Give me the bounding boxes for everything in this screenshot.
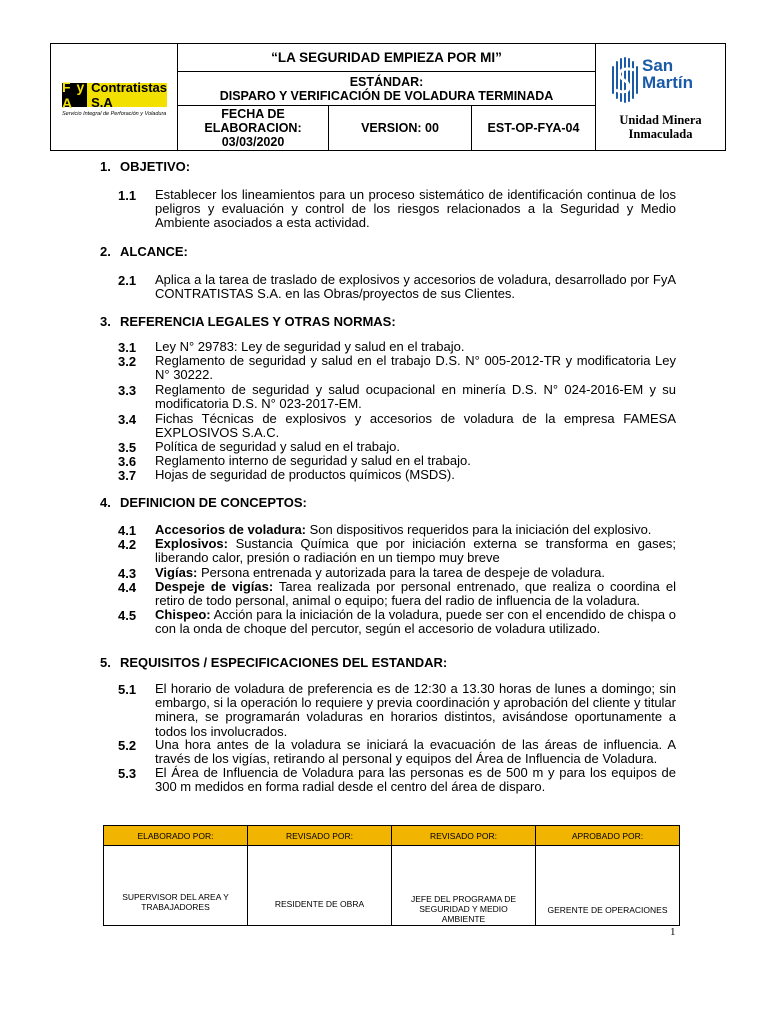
section-heading: 4. DEFINICION DE CONCEPTOS: (100, 495, 307, 510)
item-number: 2.1 (118, 273, 137, 288)
item-number: 1.1 (118, 188, 137, 203)
item-number: 5.1 (118, 682, 137, 697)
section-heading: 3. REFERENCIA LEGALES Y OTRAS NORMAS: (100, 314, 396, 329)
item-number: 3.2 (118, 354, 137, 369)
definition-text: Vigías: Persona entrenada y autorizada para la tarea de despeje de voladura. (155, 565, 606, 580)
item-number: 3.5 (118, 440, 137, 455)
signature-header: ELABORADO POR: (137, 830, 214, 841)
mining-unit-name: Unidad Minera Inmaculada (619, 113, 702, 141)
item-text: Reglamento de seguridad y salud ocupacional en minería D.S. N° 024-2016-EM y su modificatoria D.S. N° 023-2017-EM. (155, 382, 676, 412)
document-code: EST-OP-FYA-04 (487, 121, 580, 135)
document-header (50, 43, 726, 151)
signature-role: SUPERVISOR DEL AREA Y TRABAJADORES (122, 892, 229, 912)
fya-logo (51, 44, 177, 150)
san-martin-brand: San Martín (642, 56, 693, 92)
signature-role: GERENTE DE OPERACIONES (547, 905, 668, 915)
item-number: 3.6 (118, 454, 137, 469)
san-martin-logo (596, 44, 725, 150)
date-label: FECHA DE ELABORACION: (204, 107, 302, 135)
item-number: 3.3 (118, 383, 137, 398)
definition-text: Accesorios de voladura: Son dispositivos requeridos para la iniciación del explosivo. (155, 522, 652, 537)
signature-header: REVISADO POR: (285, 830, 354, 841)
section-heading: 5. REQUISITOS / ESPECIFICACIONES DEL ESTANDAR: (100, 655, 448, 670)
item-text: Hojas de seguridad de productos químicos (MSDS). (155, 467, 455, 482)
document-title-cell (178, 72, 595, 105)
item-text: Reglamento interno de seguridad y salud en el trabajo. (155, 453, 471, 468)
signature-role: RESIDENTE DE OBRA (274, 899, 365, 909)
definition-text: Explosivos: Sustancia Química que por iniciación externa se transforma en gases; liberando calor, presión o radiación en un tiempo muy breve (155, 536, 676, 566)
item-text: Ley N° 29783: Ley de seguridad y salud en el trabajo. (155, 339, 465, 354)
fya-logo-name: Contratistas S.A (91, 80, 167, 110)
item-number: 3.7 (118, 468, 137, 483)
definition-text: Chispeo: Acción para la iniciación de la voladura, puede ser con el encendido de chispa o con la onda de choque del percutor, según el accesorio de voladura utilizado. (155, 607, 676, 637)
item-number: 4.4 (118, 580, 137, 595)
signature-header: REVISADO POR: (429, 830, 498, 841)
document-type: ESTÁNDAR: (349, 74, 424, 89)
item-number: 4.3 (118, 566, 137, 581)
item-text: El horario de voladura de preferencia es de 12:30 a 13.30 horas de lunes a domingo; sin embargo, si la operación lo requiere y previa coordinación y aprobación del cliente y titular minera, se programarán voladuras en horarios distintos, avisándose oportunamente a todos los involucrados. (155, 681, 676, 739)
signature-role: JEFE DEL PROGRAMA DE SEGURIDAD Y MEDIO AMBIENTE (410, 894, 516, 924)
section-heading: 2. ALCANCE: (100, 244, 188, 259)
item-text: Política de seguridad y salud en el trabajo. (155, 439, 400, 454)
document-title: DISPARO Y VERIFICACIÓN DE VOLADURA TERMINADA (219, 88, 554, 103)
item-text: Aplica a la tarea de traslado de explosivos y accesorios de voladura, desarrollado por FyA CONTRATISTAS S.A. en las Obras/proyectos de sus Clientes. (155, 272, 676, 302)
item-text: Reglamento de seguridad y salud en el trabajo D.S. N° 005-2012-TR y modificatoria Ley N° 30222. (155, 353, 676, 383)
item-number: 3.4 (118, 412, 137, 427)
san-martin-globe-icon (610, 56, 640, 104)
item-number: 4.2 (118, 537, 137, 552)
page-number: 1 (670, 926, 676, 938)
section-heading: 1. OBJETIVO: (100, 159, 191, 174)
item-text: Una hora antes de la voladura se iniciará la evacuación de las áreas de influencia. A través de los vigías, retirando al personal y equipos del Área de Influencia de Voladura. (155, 737, 676, 767)
signature-table (103, 825, 680, 926)
definition-text: Despeje de vigías: Tarea realizada por personal entrenado, que realiza o coordina el retiro de todo personal, animal o equipo; fuera del radio de influencia de la voladura. (155, 579, 676, 609)
item-number: 4.5 (118, 608, 137, 623)
date-value: 03/03/2020 (221, 135, 285, 149)
fya-logo-mark: F y A (62, 79, 86, 111)
signature-header: APROBADO POR: (571, 830, 644, 841)
item-number: 4.1 (118, 523, 137, 538)
item-text: El Área de Influencia de Voladura para las personas es de 500 m y para los equipos de 300 m medidos en forma radial desde el centro del área de disparo. (155, 765, 676, 795)
item-text: Fichas Técnicas de explosivos y accesorios de voladura de la empresa FAMESA EXPLOSIVOS S.A.C. (155, 411, 676, 441)
version: VERSION: 00 (361, 121, 439, 135)
item-text: Establecer los lineamientos para un proceso sistemático de identificación continua de los peligros y evaluación y control de los riesgos relacionados a la Seguridad y Medio Ambiente asociados a esta actividad. (155, 187, 676, 231)
date-cell (178, 106, 328, 150)
slogan: “LA SEGURIDAD EMPIEZA POR MI” (271, 49, 502, 65)
fya-logo-tagline: Servicio Integral de Perforación y Voladura (62, 111, 167, 117)
item-number: 5.3 (118, 766, 137, 781)
item-number: 5.2 (118, 738, 137, 753)
item-number: 3.1 (118, 340, 137, 355)
